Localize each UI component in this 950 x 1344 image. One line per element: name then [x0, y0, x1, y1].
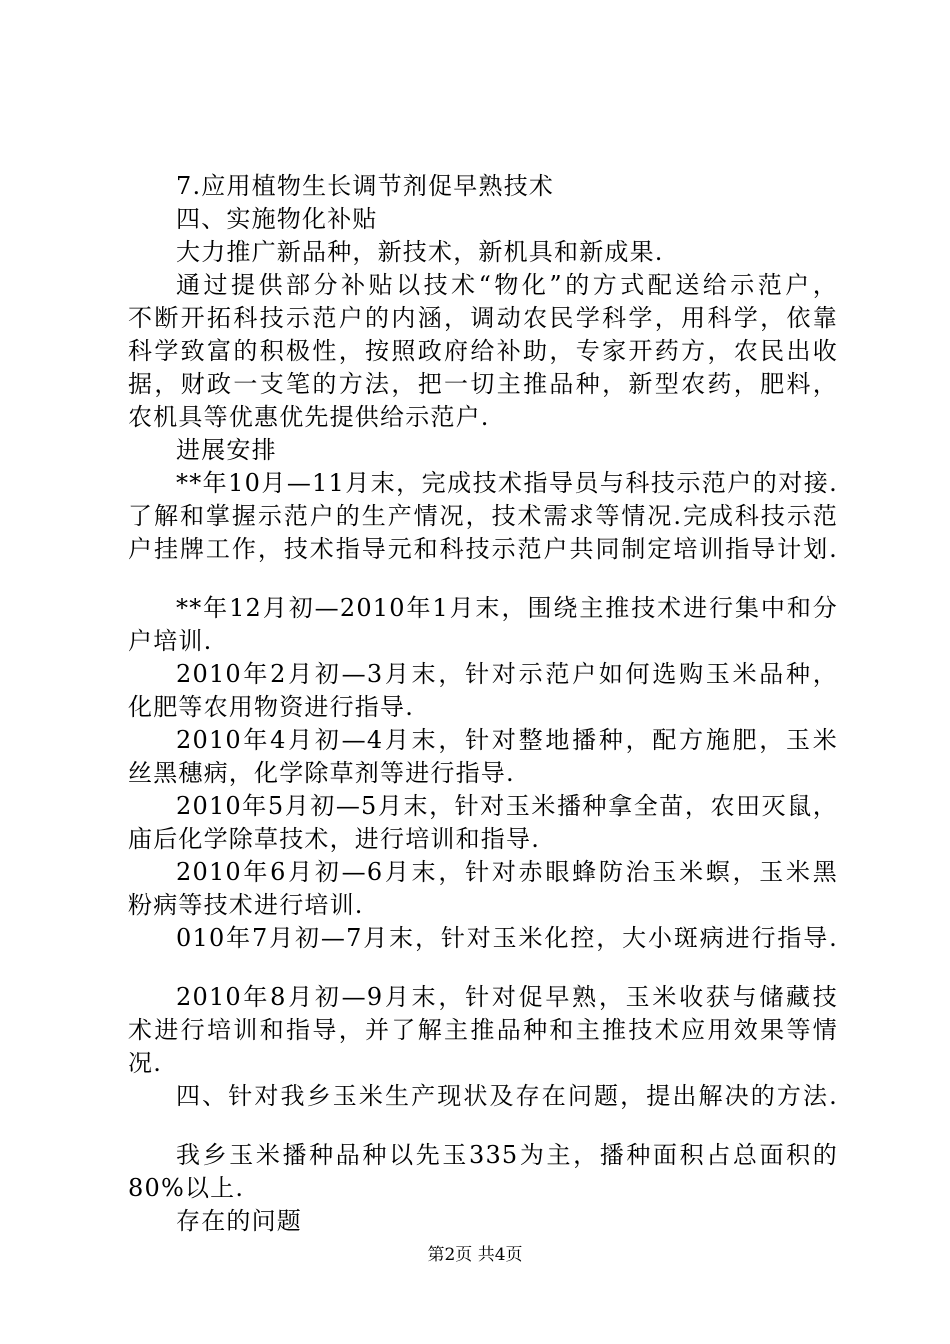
text-line: 2010年2月初—3月末，针对示范户如何选购玉米品种，	[176, 660, 838, 688]
text-line: 2010年8月初—9月末，针对促早熟，玉米收获与储藏技	[176, 983, 838, 1011]
text-line: 不断开拓科技示范户的内涵，调动农民学科学，用科学，依靠	[128, 304, 838, 332]
text-line: 我乡玉米播种品种以先玉335为主，播种面积占总面积的	[176, 1141, 838, 1169]
section-heading: 四、实施物化补贴	[176, 205, 378, 233]
text-line: 化肥等农用物资进行指导.	[128, 693, 415, 721]
text-line: 况.	[128, 1049, 163, 1077]
text-line: **年10月—11月末，完成技术指导员与科技示范户的对接.	[176, 469, 838, 497]
text-line: 了解和掌握示范户的生产情况，技术需求等情况.完成科技示范	[128, 502, 838, 530]
text-line: 丝黑穗病，化学除草剂等进行指导.	[128, 759, 515, 787]
text-line: 大力推广新品种，新技术，新机具和新成果.	[176, 238, 664, 266]
text-line: 粉病等技术进行培训.	[128, 891, 364, 919]
paragraph-gap	[128, 1113, 838, 1139]
text-line: 2010年6月初—6月末，针对赤眼蜂防治玉米螟，玉米黑	[176, 858, 838, 886]
text-line: 术进行培训和指导，并了解主推品种和主推技术应用效果等情	[128, 1016, 838, 1044]
text-line: 2010年4月初—4月末，针对整地播种，配方施肥，玉米	[176, 726, 838, 754]
text-line: 户培训.	[128, 627, 213, 655]
text-line: 2010年5月初—5月末，针对玉米播种拿全苗，农田灭鼠，	[176, 792, 838, 820]
paragraph-gap	[128, 955, 838, 981]
text-line: 通过提供部分补贴以技术“物化”的方式配送给示范户，	[176, 271, 838, 299]
text-line: 据，财政一支笔的方法，把一切主推品种，新型农药，肥料，	[128, 370, 838, 398]
text-line: 80%以上.	[128, 1174, 245, 1202]
text-line: 010年7月初—7月末，针对玉米化控，大小斑病进行指导.	[176, 924, 838, 952]
paragraph-gap	[128, 566, 838, 592]
section-heading: 存在的问题	[176, 1207, 302, 1235]
section-heading: 四、针对我乡玉米生产现状及存在问题，提出解决的方法.	[176, 1082, 838, 1110]
text-line: 7.应用植物生长调节剂促早熟技术	[176, 172, 555, 200]
text-line: **年12月初—2010年1月末，围绕主推技术进行集中和分	[176, 594, 838, 622]
text-line: 庙后化学除草技术，进行培训和指导.	[128, 825, 541, 853]
text-line: 科学致富的积极性，按照政府给补助，专家开药方，农民出收	[128, 337, 838, 365]
text-line: 农机具等优惠优先提供给示范户.	[128, 403, 490, 431]
page-number-footer: 第2页 共4页	[427, 1245, 523, 1265]
section-heading: 进展安排	[176, 436, 277, 464]
text-line: 户挂牌工作，技术指导元和科技示范户共同制定培训指导计划.	[128, 535, 838, 563]
document-body	[128, 170, 838, 1238]
